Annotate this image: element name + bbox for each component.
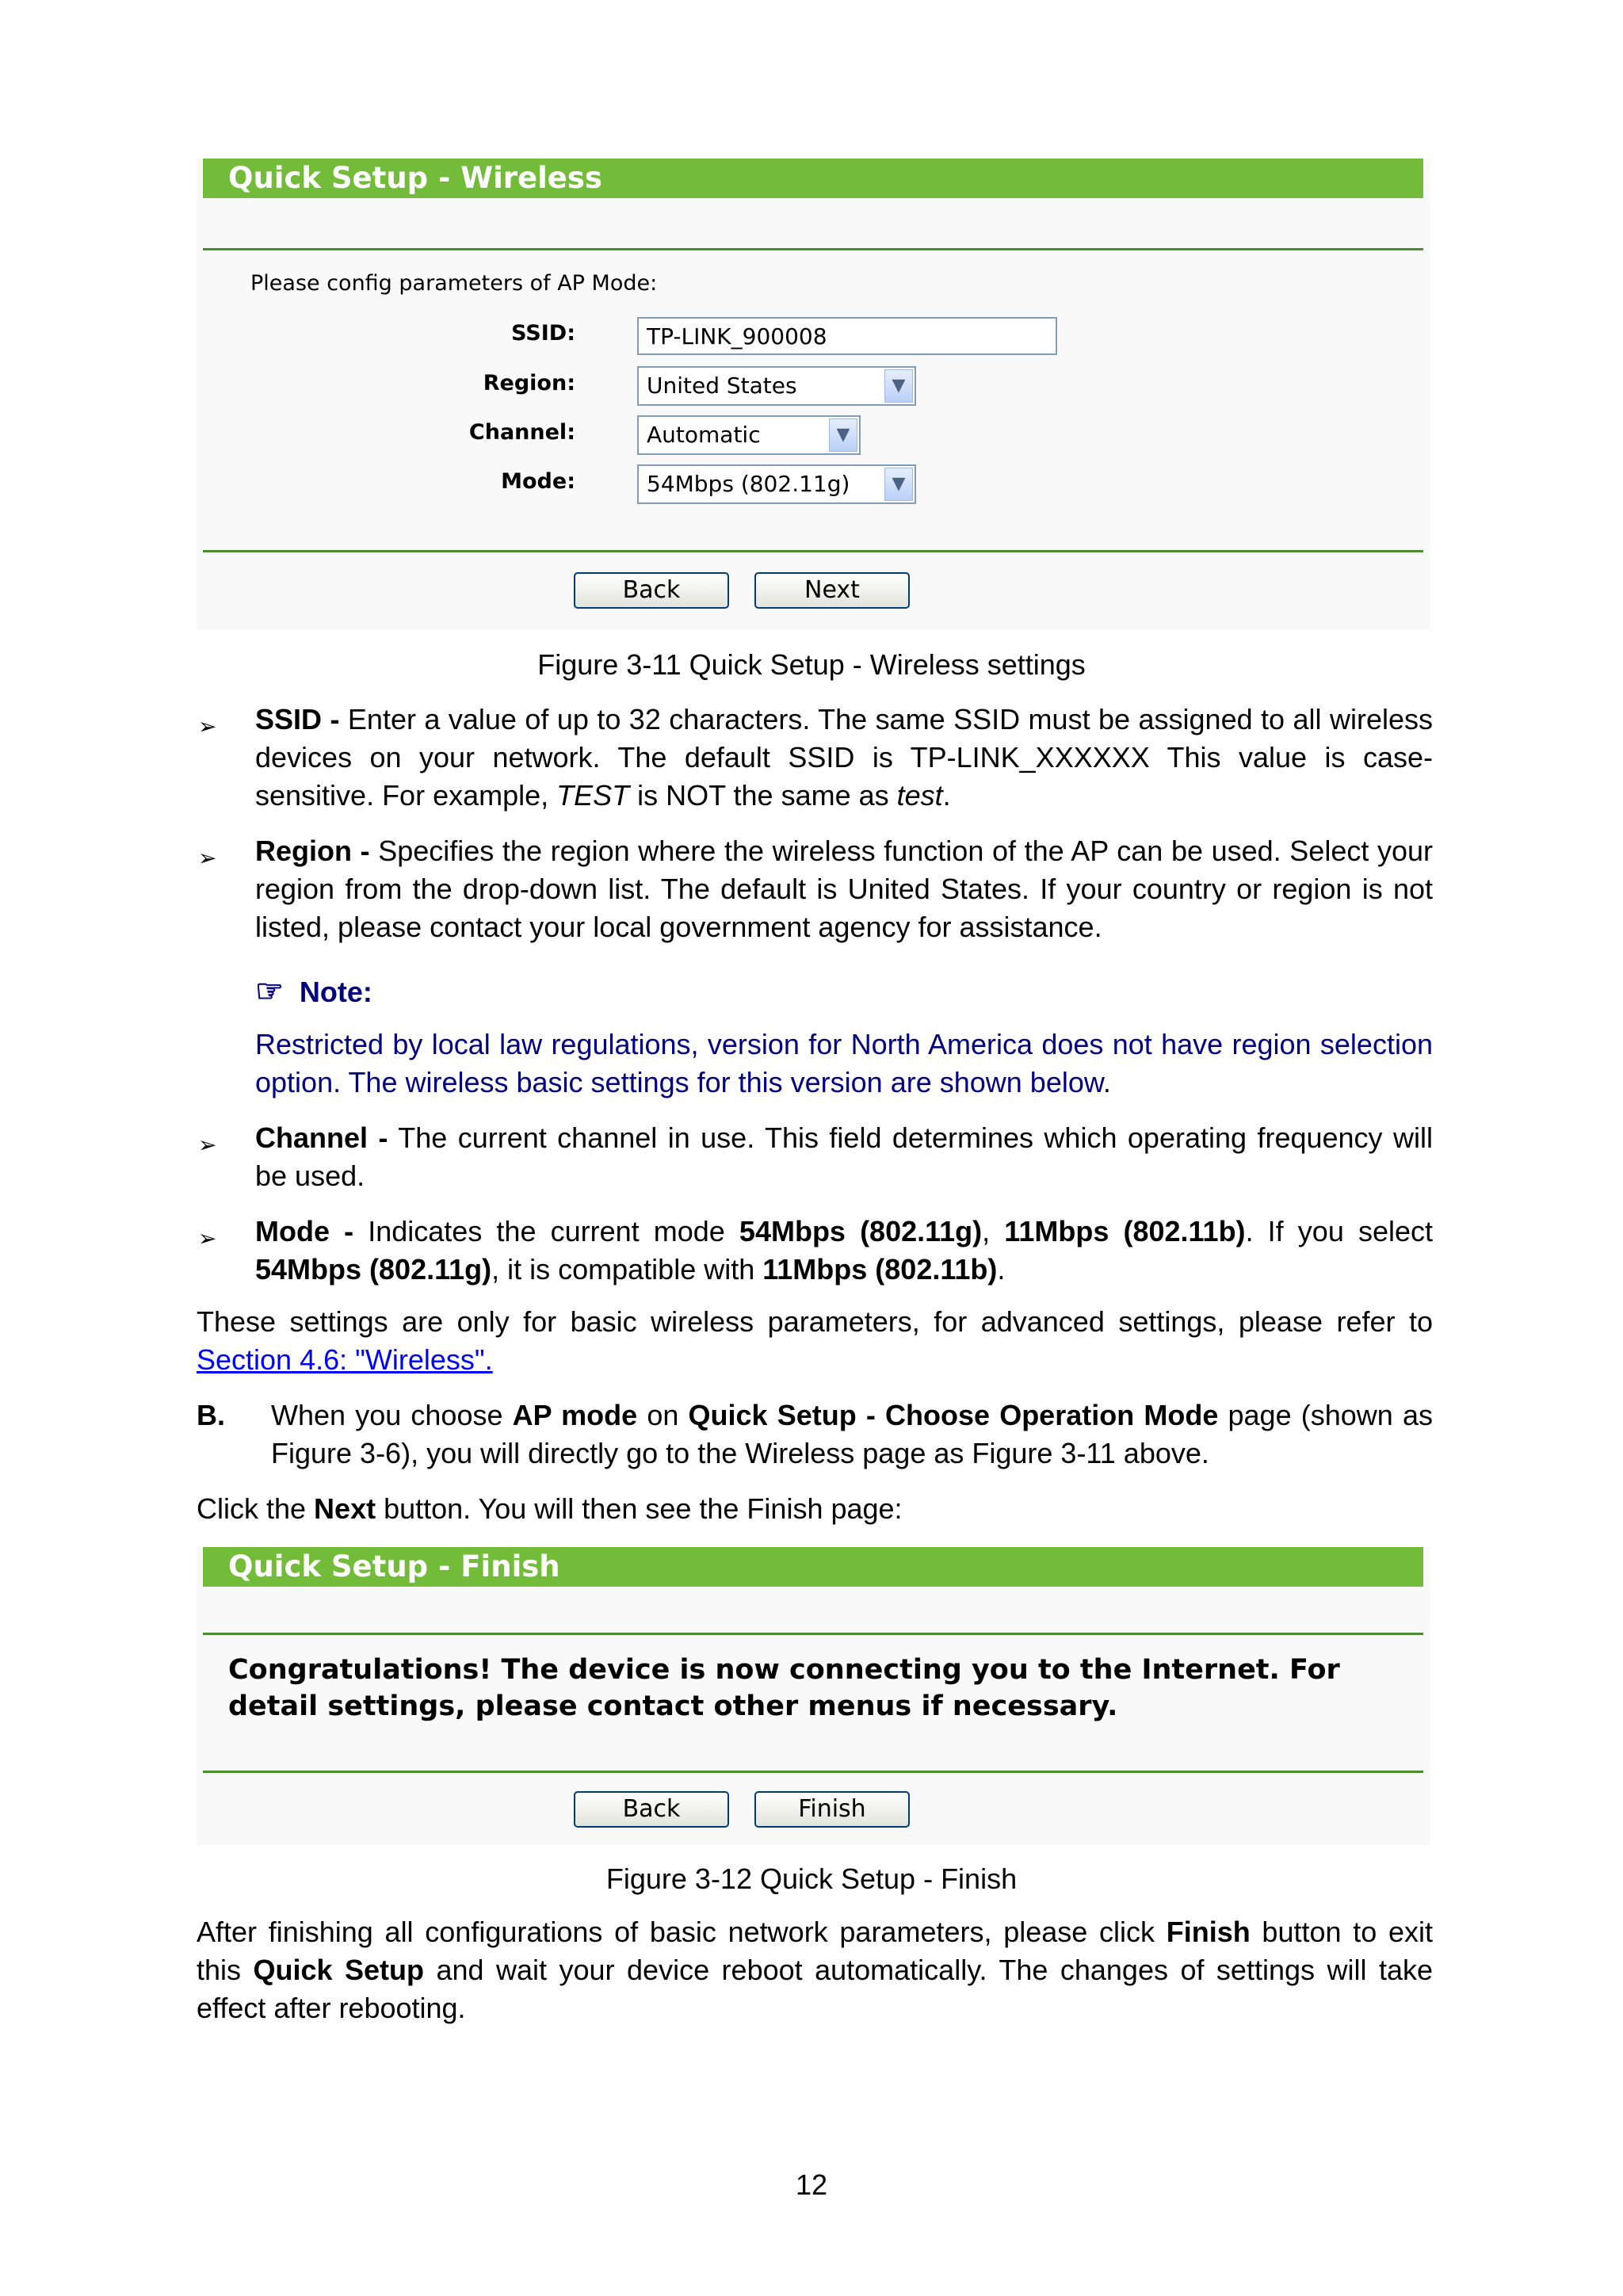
region-value: United States	[647, 372, 797, 399]
page-number: 12	[795, 2168, 828, 2201]
divider	[203, 248, 1423, 250]
item-b-text: When you choose AP mode on Quick Setup - Choose Operation Mode page (shown as Figure 3-6), you will directly go to the Wireless page as Figure 3-11 above.	[271, 1399, 1433, 1469]
divider	[203, 1771, 1423, 1773]
chevron-down-icon[interactable]: ▼	[829, 418, 857, 452]
mode-select[interactable]	[637, 464, 916, 504]
panel-title: Quick Setup - Wireless	[203, 159, 1423, 198]
ssid-description: SSID - Enter a value of up to 32 characters. The same SSID must be assigned to all wireless devices on your network. The default SSID is TP-LINK_XXXXXX This value is case-sensitive. For example, TEST is NOT the same as test.	[255, 703, 1434, 812]
divider	[203, 1633, 1423, 1635]
next-button[interactable]: Next	[754, 572, 910, 609]
finish-button[interactable]: Finish	[754, 1791, 910, 1828]
mode-label: Mode:	[501, 469, 575, 494]
item-b-marker: B.	[197, 1399, 225, 1431]
channel-value: Automatic	[647, 422, 761, 448]
pointing-hand-icon: ☞	[255, 974, 284, 1009]
back-button[interactable]: Back	[574, 572, 729, 609]
click-next-paragraph: Click the Next button. You will then see the Finish page:	[197, 1492, 903, 1525]
arrowhead-bullet-icon: ➢	[198, 1133, 217, 1157]
chevron-down-icon[interactable]: ▼	[884, 369, 913, 403]
channel-label: Channel:	[468, 420, 575, 445]
region-label: Region:	[483, 371, 575, 395]
wireless-settings-panel	[197, 159, 1430, 629]
note-heading: ☞ Note:	[255, 974, 372, 1009]
ssid-input[interactable]	[637, 317, 1057, 355]
channel-select[interactable]	[637, 415, 861, 455]
chevron-down-icon[interactable]: ▼	[884, 468, 913, 501]
finish-message: Congratulations! The device is now connecting you to the Internet. For detail settings, please contact other menus if necessary.	[228, 1654, 1340, 1722]
channel-description: Channel - The current channel in use. This field determines which operating frequency will be used.	[255, 1121, 1433, 1192]
finish-panel	[197, 1547, 1430, 1845]
settings-paragraph: These settings are only for basic wireless parameters, for advanced settings, please refer to Section 4.6: "Wireless".	[197, 1305, 1433, 1376]
arrowhead-bullet-icon: ➢	[198, 714, 217, 739]
section-link[interactable]: Section 4.6: "Wireless".	[197, 1343, 493, 1376]
arrowhead-bullet-icon: ➢	[198, 1226, 217, 1251]
back-button[interactable]: Back	[574, 1791, 729, 1828]
arrowhead-bullet-icon: ➢	[198, 846, 217, 870]
after-paragraph: After finishing all configurations of basic network parameters, please click Finish button to exit this Quick Setup and wait your device reboot automatically. The changes of settings will take effect after rebooting.	[197, 1916, 1434, 2024]
region-select[interactable]	[637, 366, 916, 406]
figure-caption: Figure 3-11 Quick Setup - Wireless settings	[537, 648, 1086, 681]
panel-title: Quick Setup - Finish	[203, 1547, 1423, 1587]
panel-subtitle: Please config parameters of AP Mode:	[250, 271, 658, 296]
region-description: Region - Specifies the region where the wireless function of the AP can be used. Select your region from the drop-down list. The default is United States. If your country or region is not listed, please contact your local government agency for assistance.	[255, 835, 1434, 943]
divider	[203, 550, 1423, 552]
figure-caption: Figure 3-12 Quick Setup - Finish	[605, 1862, 1018, 1895]
note-text: Restricted by local law regulations, version for North America does not have region selection option. The wireless basic settings for this version are shown below.	[255, 1028, 1433, 1098]
ssid-label: SSID:	[511, 321, 575, 346]
mode-value: 54Mbps (802.11g)	[647, 471, 850, 497]
mode-description: Mode - Indicates the current mode 54Mbps (802.11g), 11Mbps (802.11b). If you select 54Mbps (802.11g), it is compatible with 11Mbps (802.11b).	[255, 1215, 1434, 1286]
